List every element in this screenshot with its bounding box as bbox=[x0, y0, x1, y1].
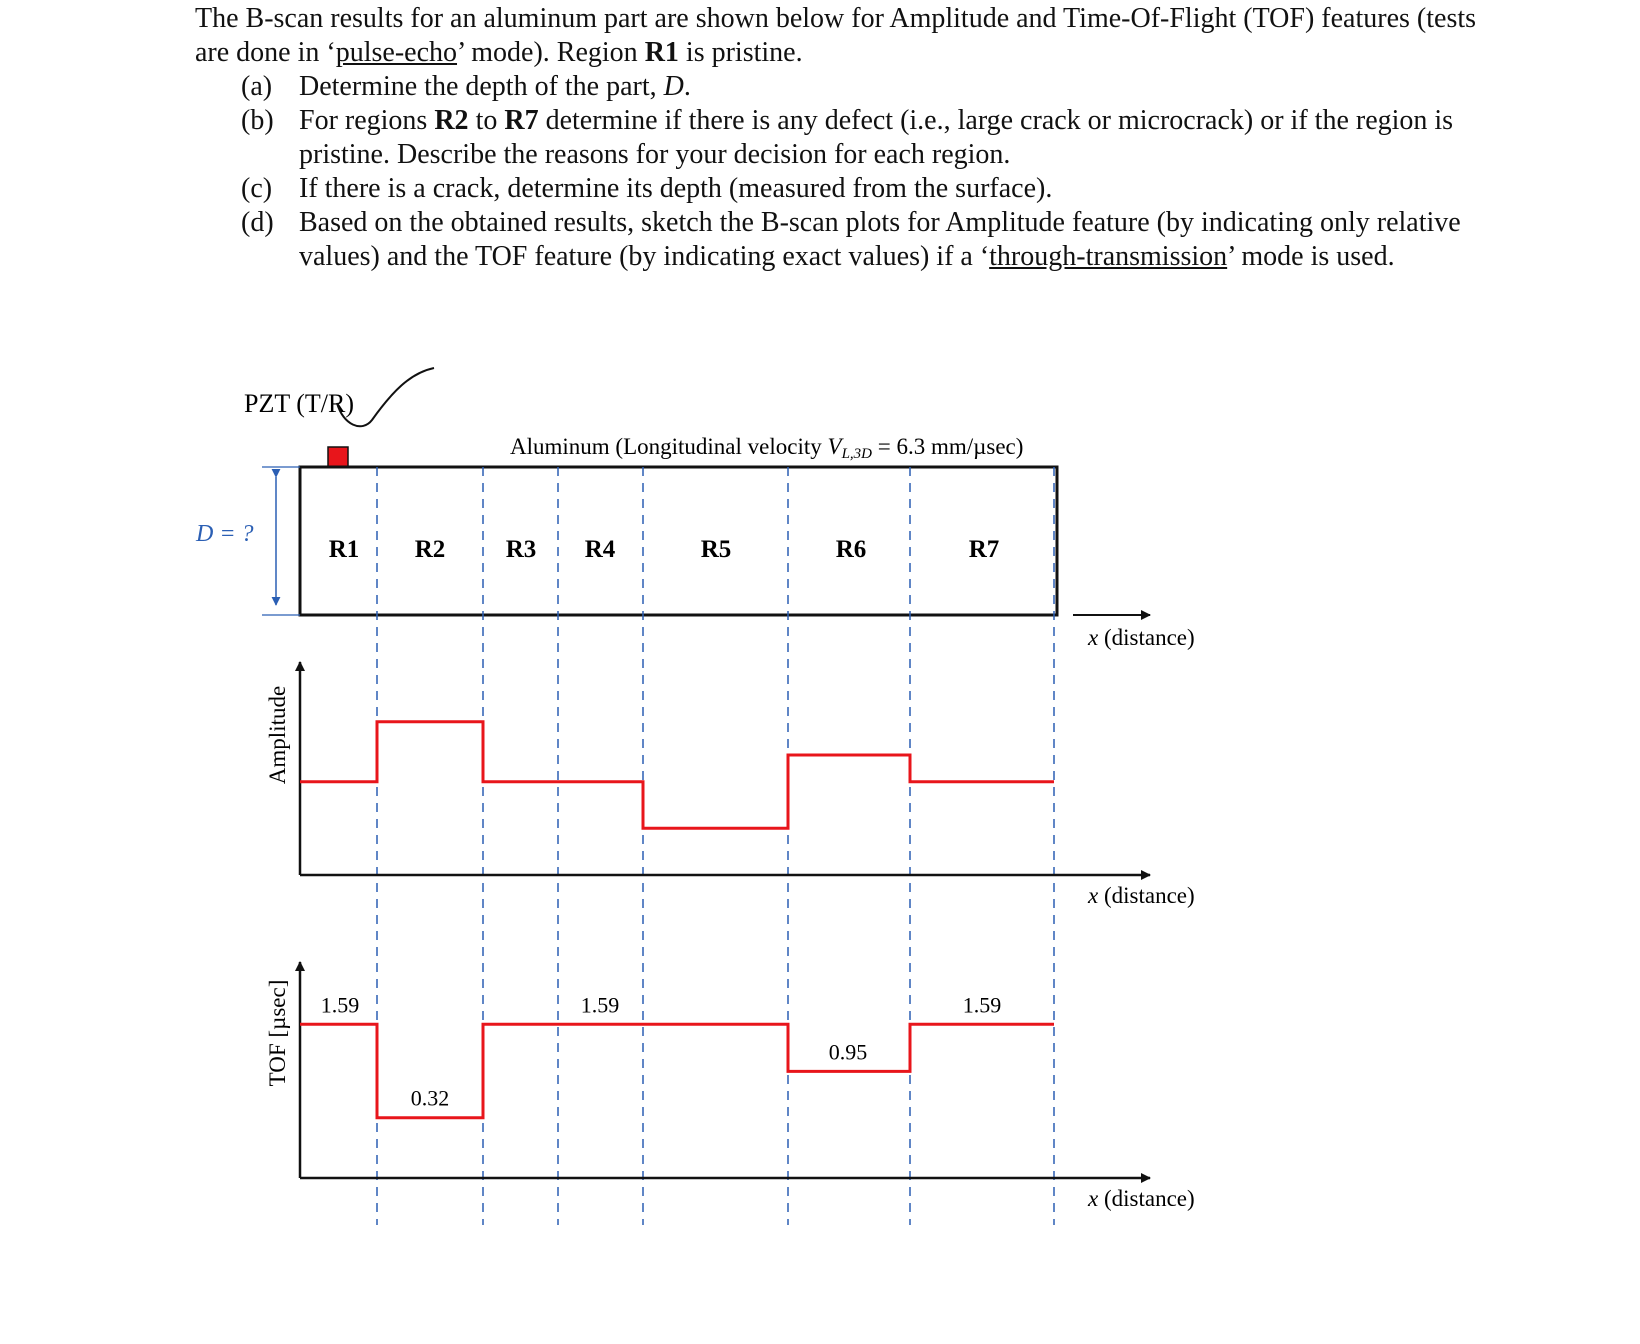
pzt-transducer bbox=[328, 447, 348, 467]
region-label: R1 bbox=[328, 536, 360, 563]
region-label: R6 bbox=[835, 536, 867, 563]
region-label: R3 bbox=[505, 536, 537, 563]
region-label: R2 bbox=[414, 536, 446, 563]
question-label: (d) bbox=[241, 207, 274, 238]
question-label: (a) bbox=[241, 71, 273, 102]
through-transmission-term: through-transmission bbox=[989, 241, 1228, 272]
question-d: (d) Based on the obtained results, sketch the B-scan plots for Amplitude feature (by indicating only relative values) and the TOF feature (by indicating exact values) if a ‘through-transmission’ mode is used. bbox=[241, 207, 1461, 272]
pulse-echo-term: pulse-echo bbox=[335, 37, 458, 68]
tof-data-label: 0.95 bbox=[828, 1039, 868, 1065]
tof-axis-label: TOF [µsec] bbox=[265, 979, 290, 1087]
material-label: Aluminum (Longitudinal velocity VL,3D = 6.3 mm/µsec) bbox=[510, 434, 1024, 462]
x-axis-label-tof: x (distance) bbox=[1088, 1186, 1195, 1211]
tof-value-labels bbox=[321, 992, 1002, 1110]
tof-data-label: 1.59 bbox=[962, 992, 1002, 1018]
question-label: (c) bbox=[241, 173, 273, 204]
pzt-label: PZT (T/R) bbox=[244, 389, 355, 418]
tof-data-label: 0.32 bbox=[410, 1085, 450, 1111]
amplitude-trace bbox=[300, 722, 1054, 829]
x-axis-label-top: x (distance) bbox=[1088, 625, 1195, 650]
region-boundaries bbox=[377, 467, 1054, 1225]
amplitude-axis-label: Amplitude bbox=[265, 685, 290, 785]
problem-intro: The B-scan results for an aluminum part are shown below for Amplitude and Time-Of-Flight (TOF) features (tests are done in ‘pulse-echo’ mode). Region R1 is pristine. bbox=[195, 3, 1477, 68]
depth-label: D = ? bbox=[196, 521, 254, 547]
region-labels bbox=[329, 536, 1000, 563]
question-label: (b) bbox=[241, 105, 274, 136]
question-b: (b) For regions R2 to R7 determine if there is any defect (i.e., large crack or microcrack) or if the region is pristine. Describe the reasons for your decision for each region. bbox=[241, 105, 1454, 170]
question-a: (a) Determine the depth of the part, D. bbox=[241, 71, 691, 102]
tof-data-label: 1.59 bbox=[580, 992, 620, 1018]
region-label: R4 bbox=[584, 536, 616, 563]
region-label: R5 bbox=[700, 536, 732, 563]
x-axis-label-amplitude: x (distance) bbox=[1088, 883, 1195, 908]
tof-data-label: 1.59 bbox=[320, 992, 360, 1018]
question-c: (c) If there is a crack, determine its depth (measured from the surface). bbox=[241, 173, 1053, 204]
region-label: R7 bbox=[968, 536, 1000, 563]
aluminum-part bbox=[300, 467, 1057, 615]
